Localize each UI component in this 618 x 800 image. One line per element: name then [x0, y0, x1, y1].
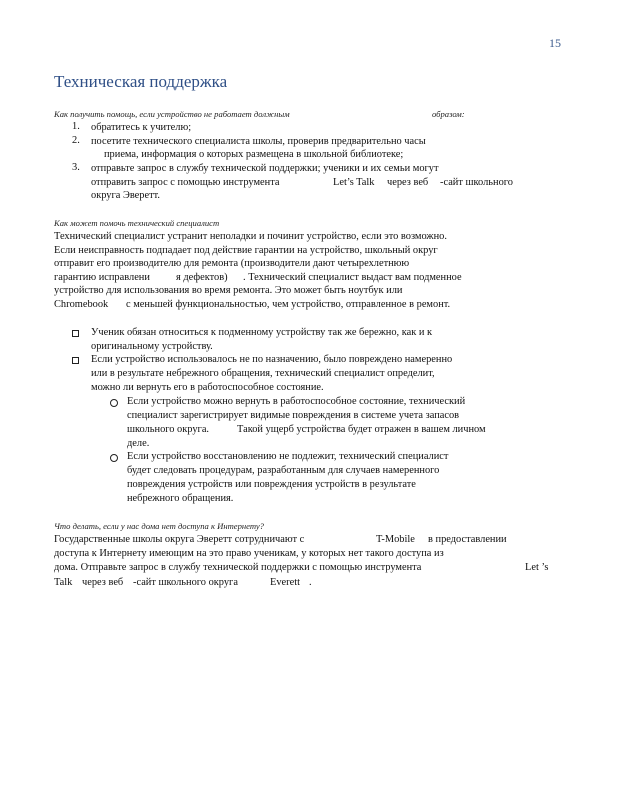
list-number: 1. [72, 121, 80, 132]
section1-heading: Как получить помощь, если устройство не работает должным [54, 109, 290, 119]
paragraph-line: через веб [82, 577, 124, 588]
district-name: Everett [270, 577, 300, 588]
paragraph-line: я дефектов) [176, 272, 228, 283]
list-item-text: через веб [387, 177, 429, 188]
section2-heading: Как может помочь технический специалист [54, 218, 220, 228]
sub-bullet-text: школьного округа. [127, 424, 210, 435]
paragraph-line: Chromebook [54, 299, 109, 310]
paragraph-line: с меньшей функциональностью, чем устройство, отправленное в ремонт. [126, 299, 451, 310]
square-bullet-icon [72, 357, 79, 364]
list-number: 2. [72, 135, 80, 146]
paragraph-line: гарантию исправлени [54, 272, 150, 283]
sub-bullet-text: повреждения устройств или повреждения устройств в результате [127, 479, 416, 490]
list-item-text: -сайт школьного [440, 177, 513, 188]
tool-name: Talk [54, 577, 73, 588]
sub-bullet-text: будет следовать процедурам, разработанным для случаев намеренного [127, 465, 440, 476]
list-number: 3. [72, 162, 80, 173]
sub-bullet-text: Если устройство можно вернуть в работоспособное состояние, технический [127, 396, 466, 407]
sub-bullet-text: деле. [127, 438, 150, 449]
list-item-text: округа Эверетт. [91, 190, 160, 201]
provider-name: T-Mobile [376, 534, 415, 545]
list-item-text: обратитесь к учителю; [91, 122, 192, 133]
paragraph-line: устройство для использования во время ремонта. Это может быть ноутбук или [54, 285, 403, 296]
section3-heading: Что делать, если у нас дома нет доступа к Интернету? [54, 521, 264, 531]
bullet-text: можно ли вернуть его в работоспособное состояние. [91, 382, 324, 393]
page-title: Техническая поддержка [54, 72, 228, 91]
paragraph-line: . [309, 577, 312, 588]
paragraph-line: дома. Отправьте запрос в службу технической поддержки с помощью инструмента [54, 562, 422, 573]
paragraph-line: Государственные школы округа Эверетт сотрудничают с [54, 534, 305, 545]
list-item-text: приема, информация о которых размещена в школьной библиотеке; [104, 149, 404, 160]
paragraph-line: . Технический специалист выдаст вам подменное [243, 272, 462, 283]
tool-name: Let’s Talk [333, 177, 375, 188]
sub-bullet-text: небрежного обращения. [127, 493, 234, 504]
circle-bullet-icon [110, 454, 118, 462]
square-bullet-icon [72, 330, 79, 337]
tool-name: Let ’s [525, 562, 549, 573]
paragraph-line: -сайт школьного округа [133, 577, 238, 588]
sub-bullet-text: Если устройство восстановлению не подлежит, технический специалист [127, 451, 449, 462]
list-item-text: отправьте запрос в службу технической поддержки; ученики и их семьи могут [91, 163, 439, 174]
section1-heading-end: образом: [432, 109, 465, 119]
list-item-text: посетите технического специалиста школы, проверив предварительно часы [91, 136, 426, 147]
bullet-text: или в результате небрежного обращения, технический специалист определит, [91, 368, 435, 379]
paragraph-line: Технический специалист устранит неполадки и починит устройство, если это возможно. [54, 231, 447, 242]
bullet-text: оригинальному устройству. [91, 341, 213, 352]
list-item-text: отправить запрос с помощью инструмента [91, 177, 280, 188]
paragraph-line: в предоставлении [428, 534, 507, 545]
sub-bullet-text: Такой ущерб устройства будет отражен в вашем личном [237, 424, 486, 435]
circle-bullet-icon [110, 399, 118, 407]
paragraph-line: отправит его производителю для ремонта (производители дают четырехлетнюю [54, 258, 410, 269]
page-number: 15 [549, 36, 561, 50]
paragraph-line: доступа к Интернету имеющим на это право ученикам, у которых нет такого доступа из [54, 548, 444, 559]
sub-bullet-text: специалист зарегистрирует видимые повреждения в системе учета запасов [127, 410, 460, 421]
paragraph-line: Если неисправность подпадает под действие гарантии на устройство, школьный округ [54, 245, 438, 256]
bullet-text: Если устройство использовалось не по назначению, было повреждено намеренно [91, 354, 453, 365]
bullet-text: Ученик обязан относиться к подменному устройству так же бережно, как и к [91, 327, 433, 338]
